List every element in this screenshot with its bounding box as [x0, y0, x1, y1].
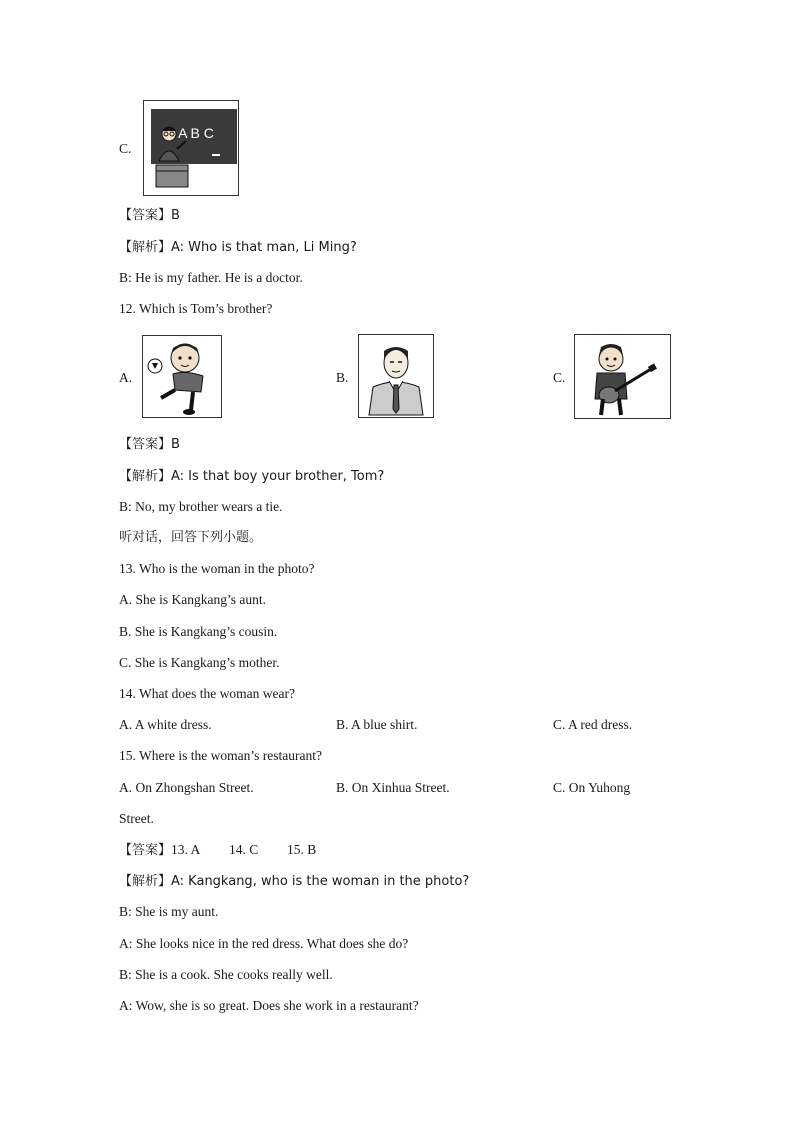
q14-question: 14. What does the woman wear? [119, 686, 295, 701]
q12-option-c-label: C. [553, 370, 566, 385]
q12-analysis-a-text: 【解析】A: Is that boy your brother, Tom? [119, 469, 385, 484]
answer-13: 13. A [171, 842, 201, 857]
soccer-boy-image [142, 335, 222, 418]
q12-option-a-label: A. [119, 370, 133, 385]
q13-option-b: B. She is Kangkang’s cousin. [119, 624, 278, 639]
analysis-13-15-line-1-text: 【解析】A: Kangkang, who is the woman in the photo? [119, 874, 470, 889]
q15-option-b: B. On Xinhua Street. [336, 780, 450, 795]
q14-option-b: B. A blue shirt. [336, 717, 418, 732]
q11-analysis-a-text: 【解析】A: Who is that man, Li Ming? [119, 240, 357, 255]
q11-option-c-label: C. [119, 141, 132, 156]
q14-option-c: C. A red dress. [553, 717, 633, 732]
analysis-13-15-line-3: A: She looks nice in the red dress. What does she do? [119, 936, 409, 951]
analysis-13-15-line-5: A: Wow, she is so great. Does she work in a restaurant? [119, 998, 419, 1013]
section-instruction: 听对话，回答下列小题。 [119, 530, 263, 545]
q15-option-c: C. On Yuhong [553, 780, 631, 795]
teacher-image [143, 100, 239, 196]
man-in-tie-image [358, 334, 434, 418]
q11-analysis-a [119, 238, 357, 257]
q11-answer: 【答案】B [119, 208, 180, 223]
answer-14: 14. C [229, 842, 259, 857]
q12-answer: 【答案】B [119, 437, 180, 452]
analysis-13-15-line-2: B: She is my aunt. [119, 904, 219, 919]
q12-question: 12. Which is Tom’s brother? [119, 301, 273, 316]
q15-question: 15. Where is the woman’s restaurant? [119, 748, 322, 763]
board-text: A B C [178, 125, 214, 141]
answer-15: 15. B [287, 842, 317, 857]
q12-analysis-b: B: No, my brother wears a tie. [119, 499, 283, 514]
analysis-13-15-line-1 [119, 872, 469, 891]
q13-option-c: C. She is Kangkang’s mother. [119, 655, 280, 670]
q12-option-b-label: B. [336, 370, 349, 385]
q11-analysis-b: B: He is my father. He is a doctor. [119, 270, 303, 285]
q12-analysis-a [119, 467, 384, 486]
answers-13-15 [119, 841, 316, 860]
q14-option-a: A. A white dress. [119, 717, 212, 732]
q13-option-a: A. She is Kangkang’s aunt. [119, 592, 266, 607]
q15-option-a: A. On Zhongshan Street. [119, 780, 254, 795]
analysis-13-15-line-4: B: She is a cook. She cooks really well. [119, 967, 333, 982]
q13-question: 13. Who is the woman in the photo? [119, 561, 315, 576]
guitar-boy-image [574, 334, 671, 419]
q15-option-c-cont: Street. [119, 811, 154, 826]
answers-label: 【答案】 [119, 843, 172, 858]
